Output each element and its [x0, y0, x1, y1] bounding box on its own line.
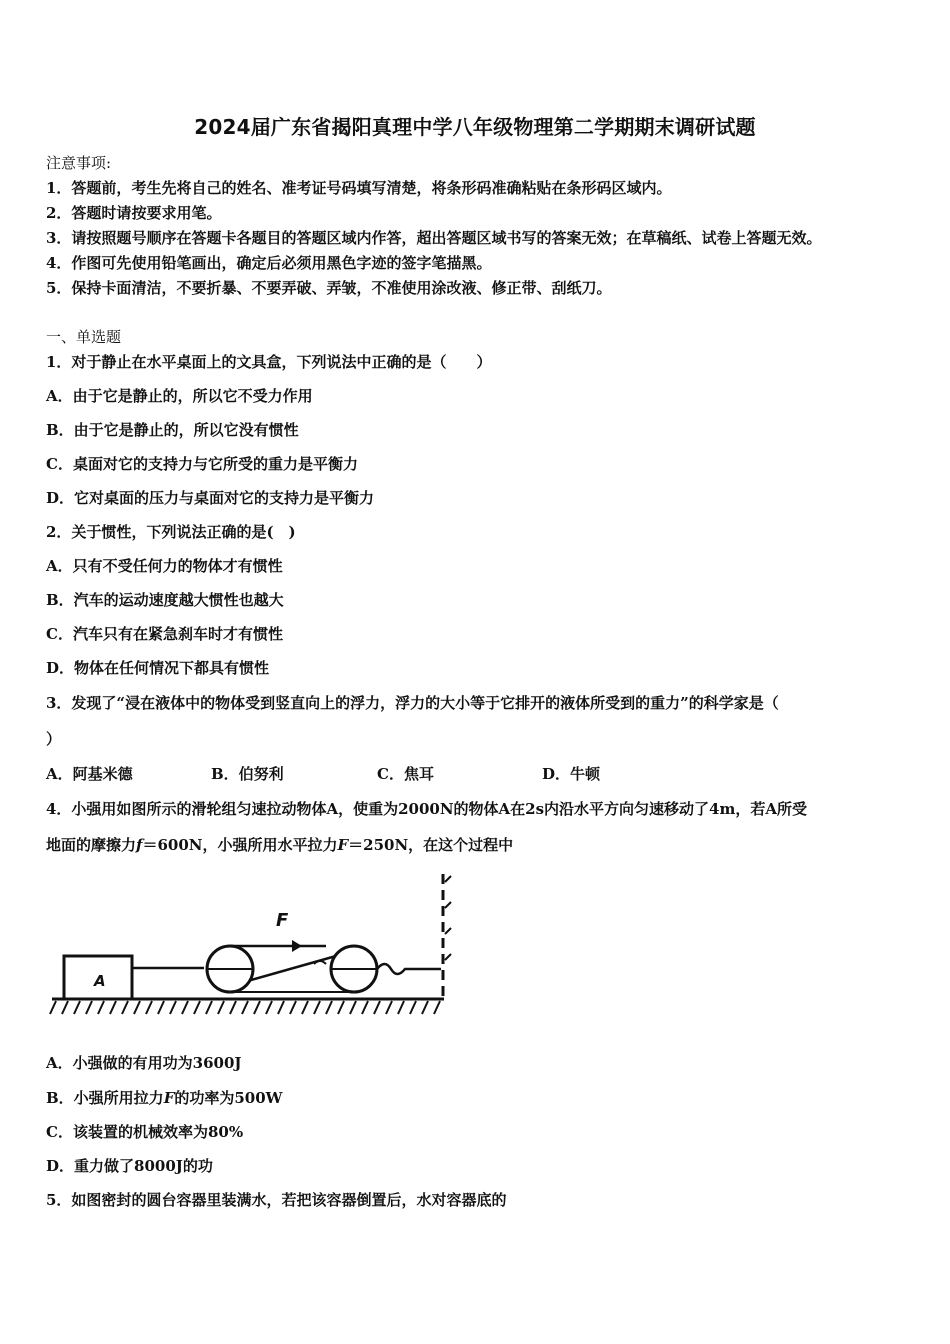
q2-option-b: B．汽车的运动速度越大惯性也越大: [46, 591, 284, 609]
q1-stem: 1．对于静止在水平桌面上的文具盒，下列说法中正确的是（ ）: [46, 353, 492, 371]
q3-stem-line1: 3．发现了“浸在液体中的物体受到竖直向上的浮力，浮力的大小等于它排开的液体所受到的重力”的科学家是（: [46, 694, 779, 712]
page-title: 2024届广东省揭阳真理中学八年级物理第二学期期末调研试题: [194, 115, 756, 139]
q3-option-c: C．焦耳: [377, 765, 434, 783]
q4-option-a: A．小强做的有用功为3600J: [46, 1054, 242, 1072]
q3-options-row: [46, 763, 906, 783]
notice-item: 1．答题前，考生先将自己的姓名、准考证号码填写清楚，将条形码准确粘贴在条形码区域内。: [46, 179, 672, 197]
force-symbol: F: [337, 836, 349, 854]
q3-option-a: A．阿基米德: [46, 765, 133, 783]
q4-stem-line1: 4．小强用如图所示的滑轮组匀速拉动物体A，使重为2000N的物体A在2s内沿水平方向匀速移动了4m，若A所受: [46, 800, 808, 818]
friction-symbol: f: [136, 836, 143, 854]
q4-option-b: [46, 1087, 283, 1108]
block-a-label: A: [94, 972, 106, 990]
q4-option-b-text: B．小强所用拉力: [46, 1089, 164, 1107]
force-label: F: [276, 910, 289, 931]
section-heading: 一、单选题: [46, 328, 122, 346]
q1-option-a: A．由于它是静止的，所以它不受力作用: [46, 387, 313, 405]
q4-option-d: D．重力做了8000J的功: [46, 1157, 213, 1175]
q4-stem-text: 地面的摩擦力: [46, 836, 137, 854]
q3-option-d: D．牛顿: [542, 765, 601, 783]
notice-item: 4．作图可先使用铅笔画出，确定后必须用黑色字迹的签字笔描黑。: [46, 254, 492, 272]
rope: [314, 961, 326, 964]
force-symbol: F: [163, 1089, 175, 1107]
pulley-figure: [46, 868, 466, 1028]
q2-option-c: C．汽车只有在紧急刹车时才有惯性: [46, 625, 283, 643]
q5-stem: 5．如图密封的圆台容器里装满水，若把该容器倒置后，水对容器底的: [46, 1191, 507, 1209]
q2-stem: 2．关于惯性，下列说法正确的是( ): [46, 523, 296, 541]
force-arrowhead: [292, 940, 302, 952]
notice-item: 3．请按照题号顺序在答题卡各题目的答题区域内作答，超出答题区域书写的答案无效；在草稿纸、试卷上答题无效。: [46, 229, 822, 247]
q2-option-d: D．物体在任何情况下都具有惯性: [46, 659, 270, 677]
ground-hatch: [50, 1001, 440, 1014]
rope: [377, 964, 441, 974]
q1-option-c: C．桌面对它的支持力与它所受的重力是平衡力: [46, 455, 358, 473]
q2-option-a: A．只有不受任何力的物体才有惯性: [46, 557, 283, 575]
notice-heading: 注意事项:: [46, 154, 112, 172]
q1-option-b: B．由于它是静止的，所以它没有惯性: [46, 421, 299, 439]
notice-item: 5．保持卡面清洁，不要折暴、不要弄破、弄皱，不准使用涂改液、修正带、刮纸刀。: [46, 279, 612, 297]
rope: [251, 956, 336, 980]
q3-option-b: B．伯努利: [211, 765, 284, 783]
q3-stem-line2: ）: [46, 730, 62, 748]
notice-item: 2．答题时请按要求用笔。: [46, 204, 222, 222]
q4-stem-text: ＝600N，小强所用水平拉力: [142, 836, 338, 854]
q4-stem-line2: [46, 834, 513, 855]
q1-option-d: D．它对桌面的压力与桌面对它的支持力是平衡力: [46, 489, 375, 507]
q4-option-c: C．该装置的机械效率为80%: [46, 1123, 244, 1141]
q4-option-b-text: 的功率为500W: [174, 1089, 283, 1107]
wall-hatch: [445, 876, 451, 960]
q4-stem-text: ＝250N，在这个过程中: [348, 836, 514, 854]
